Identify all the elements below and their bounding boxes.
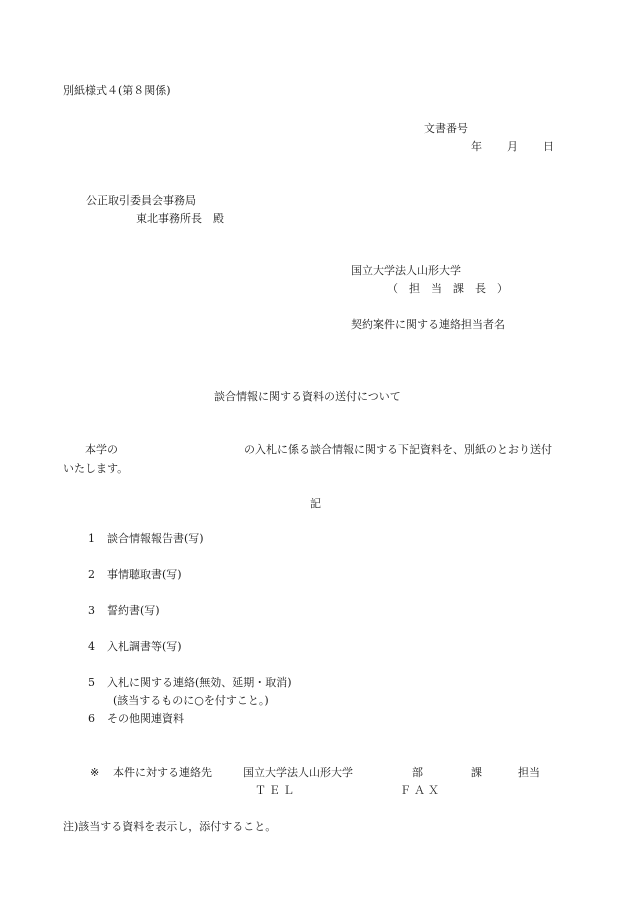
item-number: 1 [88,532,95,545]
item-text: 誓約書(写) [107,604,160,617]
item-number: 5 [88,676,95,689]
item-5-note: (該当するものに○を付すこと。) [113,694,269,707]
item-text: 談合情報報告書(写) [107,532,204,545]
item-text: その他関連資料 [107,712,184,725]
item-number: 2 [88,568,95,581]
recipient-line-1: 公正取引委員会事務局 [86,194,196,207]
contact-fax: ＦＡＸ [400,784,442,797]
footnote: 注)該当する資料を表示し，添付すること。 [63,820,277,833]
contact-label: 本件に対する連絡先 [113,766,212,779]
sender-section: （ 担 当 課 長 ） [387,282,508,295]
date-year: 年 [471,140,482,153]
document-title: 談合情報に関する資料の送付について [214,390,401,403]
sender-org: 国立大学法人山形大学 [351,264,461,277]
date-day: 日 [543,140,554,153]
contact-dept: 部 [412,766,423,779]
reference-mark: ※ [90,766,100,779]
recipient-line-2: 東北事務所長 殿 [136,212,224,225]
document-number-label: 文書番号 [424,122,468,135]
item-number: 4 [88,640,95,653]
body-paragraph [63,440,558,478]
item-text: 入札に関する連絡(無効、延期・取消) [107,676,292,689]
item-number: 6 [88,712,95,725]
contact-tel: ＴＥＬ [255,784,297,797]
item-text: 事情聴取書(写) [107,568,182,581]
contact-org: 国立大学法人山形大学 [243,766,353,779]
body-part-2: の入札に係る談合情報に関する下記資料を、別紙のとおり送付いたします。 [63,443,552,475]
contact-section: 課 [471,766,482,779]
item-number: 3 [88,604,95,617]
form-label: 別紙様式４(第８関係) [63,84,171,97]
item-text: 入札調書等(写) [107,640,182,653]
contact-person: 担当 [518,766,540,779]
ki-heading: 記 [310,497,321,510]
body-part-1: 本学の [85,443,118,456]
date-month: 月 [507,140,518,153]
sender-contact: 契約案件に関する連絡担当者名 [351,318,505,331]
